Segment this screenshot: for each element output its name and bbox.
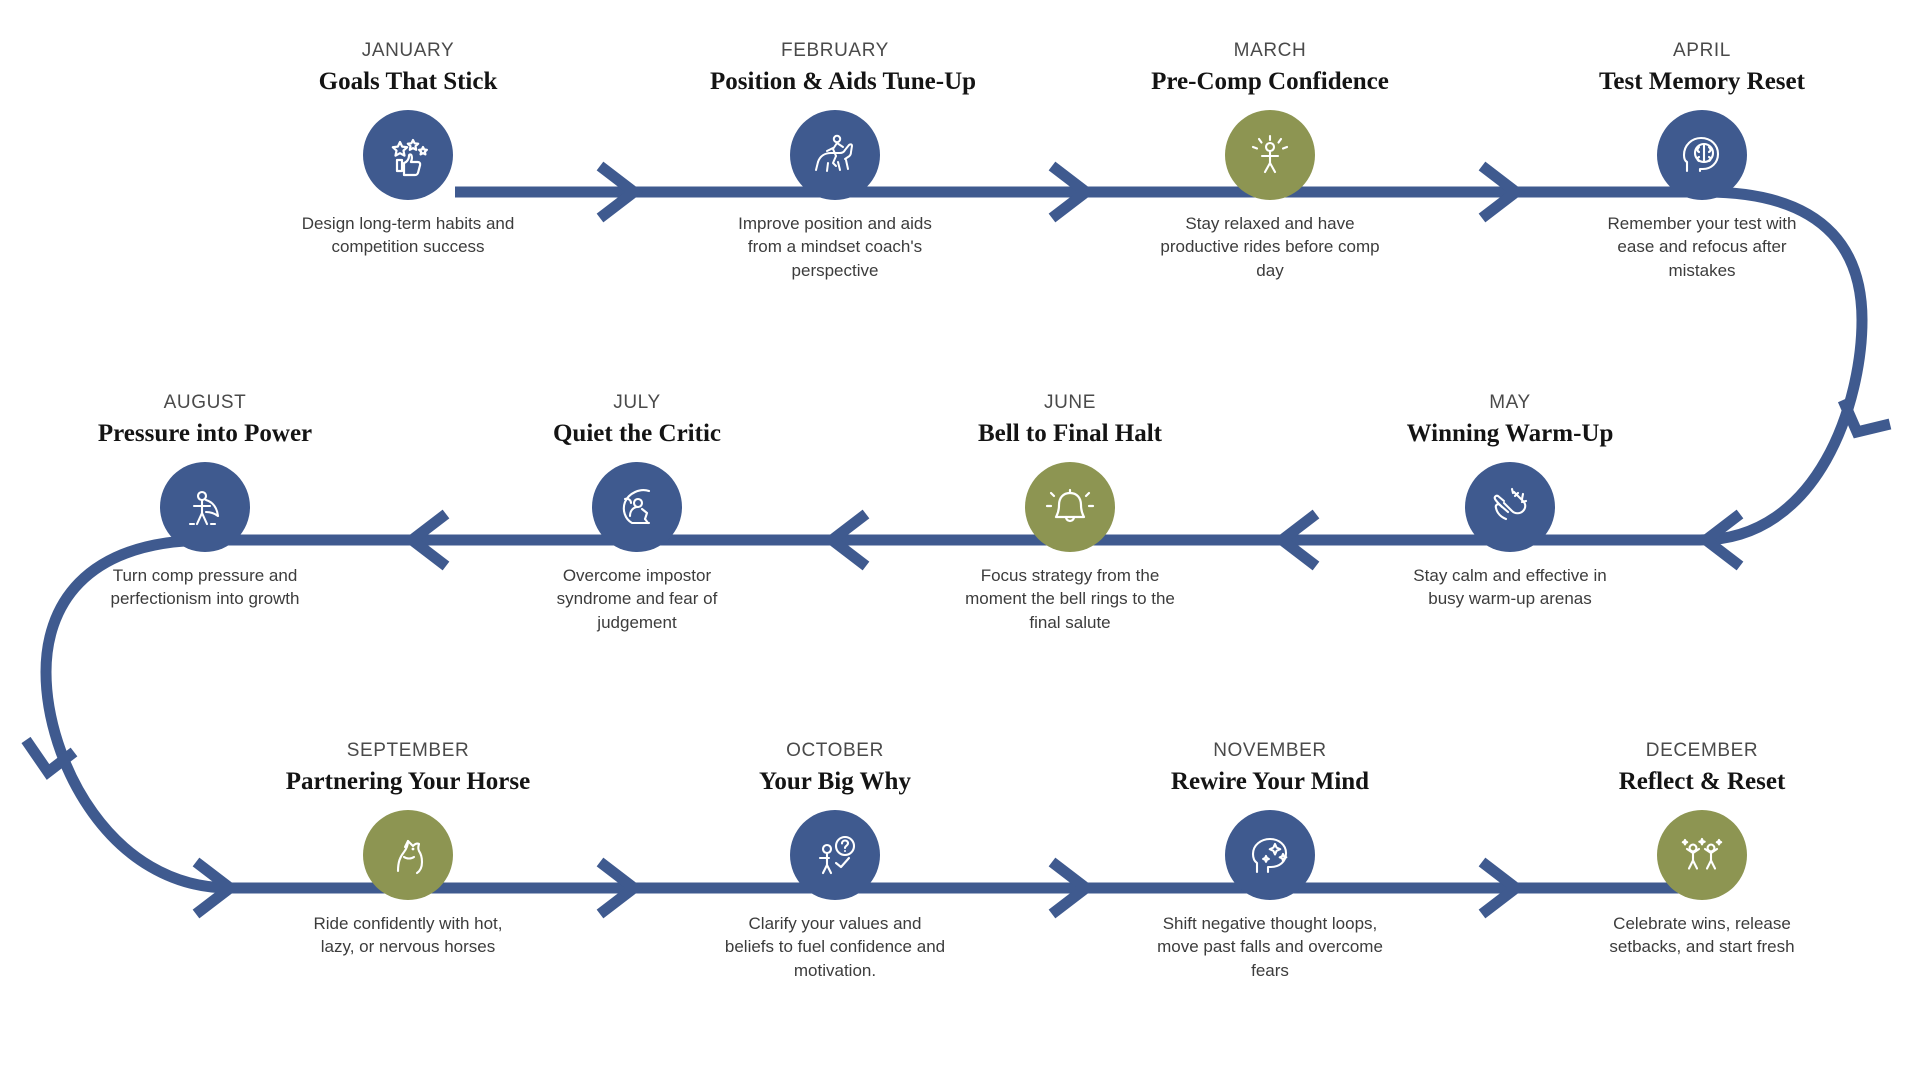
timeline-step-september[interactable] (283, 740, 533, 959)
step-title: Rewire Your Mind (1170, 768, 1370, 795)
head-brain-icon (1657, 110, 1747, 200)
step-title: Goals That Stick (318, 68, 498, 95)
step-title: Pre-Comp Confidence (1151, 68, 1389, 95)
horse-rider-icon (790, 110, 880, 200)
step-icon-wrap (1145, 110, 1395, 200)
timeline-step-april[interactable] (1577, 40, 1827, 282)
step-month-label: JUNE (1043, 392, 1096, 413)
timeline-step-january[interactable] (283, 40, 533, 259)
step-title: Test Memory Reset (1599, 68, 1805, 95)
timeline-row-2 (0, 392, 1920, 732)
step-month-label: JULY (613, 392, 661, 413)
step-title: Reflect & Reset (1618, 768, 1786, 795)
timeline-row-1 (0, 40, 1920, 380)
step-title: Winning Warm-Up (1406, 420, 1614, 447)
step-title: Bell to Final Halt (977, 420, 1163, 447)
step-description: Clarify your values and beliefs to fuel confidence and motivation. (724, 914, 946, 980)
step-month-label: SEPTEMBER (346, 740, 470, 761)
horse-head-icon (363, 810, 453, 900)
step-month-label: JANUARY (361, 40, 455, 61)
step-month-label: OCTOBER (786, 740, 884, 761)
step-month-label: APRIL (1673, 40, 1731, 61)
timeline-step-march[interactable] (1145, 40, 1395, 282)
step-description: Remember your test with ease and refocus after mistakes (1607, 214, 1797, 280)
step-month-label: MARCH (1233, 40, 1307, 61)
step-title: Partnering Your Horse (285, 768, 531, 795)
timeline-row-3 (0, 740, 1920, 1080)
timeline-step-february[interactable] (710, 40, 977, 282)
step-icon-wrap (710, 110, 960, 200)
step-description: Design long-term habits and competition success (301, 214, 515, 257)
step-title: Pressure into Power (97, 420, 313, 447)
timeline-step-august[interactable] (80, 392, 330, 611)
step-title: Position & Aids Tune-Up (710, 68, 977, 95)
step-icon-wrap (1145, 810, 1395, 900)
step-description: Overcome impostor syndrome and fear of judgement (556, 566, 718, 632)
step-icon-wrap (283, 110, 533, 200)
person-question-icon (790, 810, 880, 900)
head-sparkle-icon (1225, 810, 1315, 900)
step-description: Turn comp pressure and perfectionism into growth (110, 566, 300, 609)
step-icon-wrap (1577, 110, 1827, 200)
step-description: Celebrate wins, release setbacks, and start fresh (1609, 914, 1795, 957)
thinking-person-icon (592, 462, 682, 552)
step-icon-wrap (710, 810, 960, 900)
step-description: Stay relaxed and have productive rides before comp day (1160, 214, 1380, 280)
step-month-label: DECEMBER (1645, 740, 1759, 761)
step-month-label: NOVEMBER (1213, 740, 1327, 761)
person-shining-icon (1225, 110, 1315, 200)
step-month-label: FEBRUARY (781, 40, 889, 61)
step-icon-wrap (1577, 810, 1827, 900)
timeline-step-may[interactable] (1385, 392, 1635, 611)
step-month-label: AUGUST (163, 392, 247, 413)
celebrating-people-icon (1657, 810, 1747, 900)
step-icon-wrap (283, 810, 533, 900)
step-title: Quiet the Critic (552, 420, 721, 447)
step-icon-wrap (1385, 462, 1635, 552)
step-description: Stay calm and effective in busy warm-up arenas (1413, 566, 1607, 609)
timeline-step-july[interactable] (512, 392, 762, 634)
superhero-cape-icon (160, 462, 250, 552)
step-icon-wrap (80, 462, 330, 552)
step-description: Focus strategy from the moment the bell rings to the final salute (965, 566, 1175, 632)
step-month-label: MAY (1489, 392, 1531, 413)
step-description: Ride confidently with hot, lazy, or nervous horses (313, 914, 503, 957)
timeline-step-december[interactable] (1577, 740, 1827, 959)
step-icon-wrap (945, 462, 1195, 552)
step-title: Your Big Why (759, 768, 911, 795)
timeline-step-june[interactable] (945, 392, 1195, 634)
step-description: Improve position and aids from a mindset coach's perspective (738, 214, 932, 280)
clapping-hands-icon (1465, 462, 1555, 552)
timeline-step-november[interactable] (1145, 740, 1395, 982)
bell-icon (1025, 462, 1115, 552)
step-description: Shift negative thought loops, move past falls and overcome fears (1157, 914, 1383, 980)
thumbs-up-stars-icon (363, 110, 453, 200)
step-icon-wrap (512, 462, 762, 552)
timeline-step-october[interactable] (710, 740, 960, 982)
